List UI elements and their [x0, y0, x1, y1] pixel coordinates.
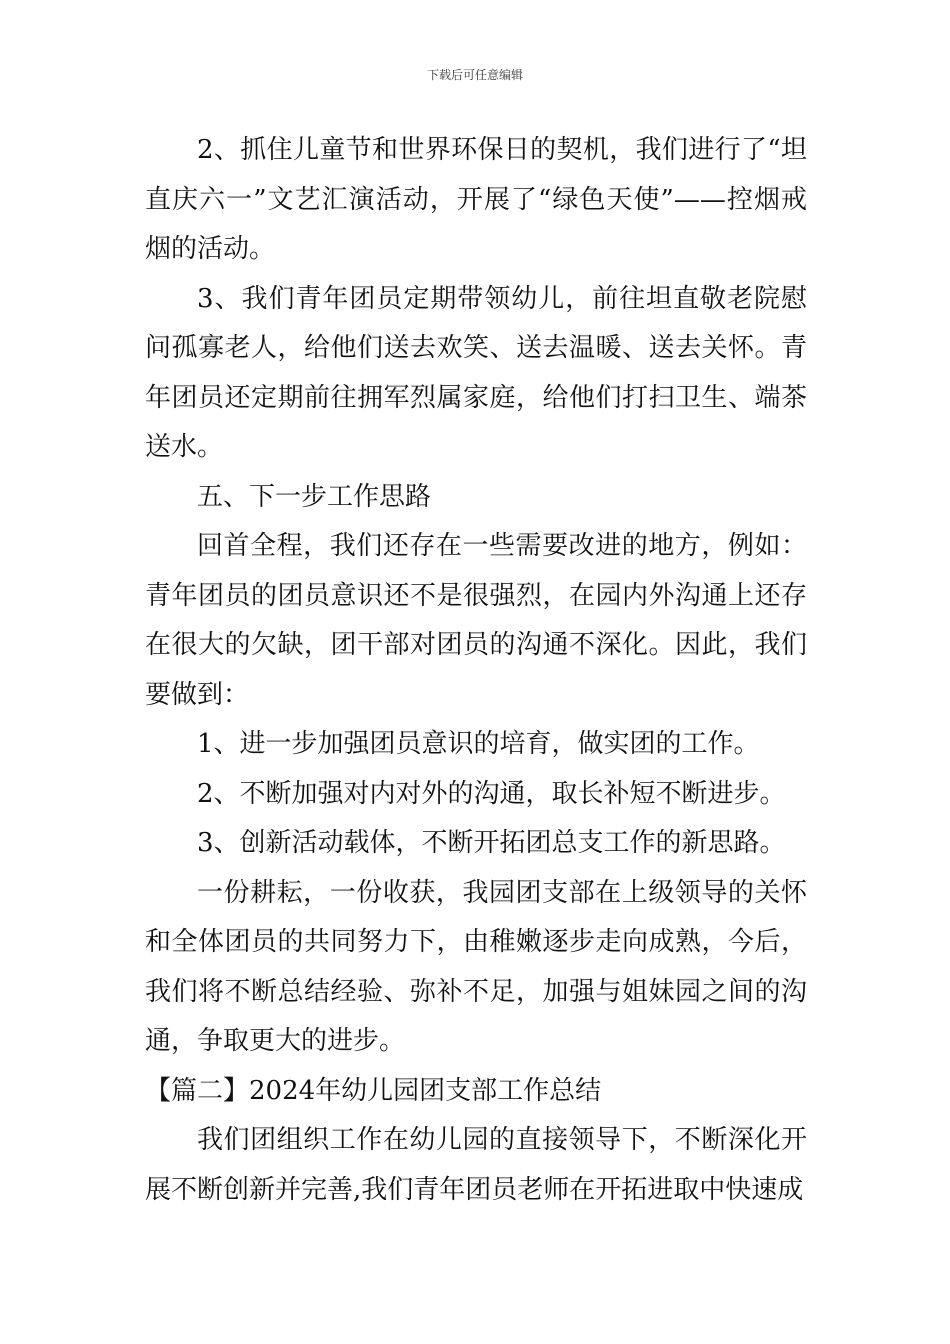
list-item-1: 1、进一步加强团员意识的培育，做实团的工作。 — [197, 729, 760, 759]
paragraph-activity-3: 3、我们青年团员定期带领幼儿，前往坦直敬老院慰问孤寡老人，给他们送去欢笑、送去温暖、送去关怀。青年团员还定期前往拥军烈属家庭，给他们打扫卫生、端茶送水。 — [145, 283, 807, 462]
paragraph-part-two-intro: 我们团组织工作在幼儿园的直接领导下，不断深化开展不断创新并完善,我们青年团员老师在开拓进取中快速成 — [145, 1125, 807, 1205]
paragraph-conclusion: 一份耕耘，一份收获，我园团支部在上级领导的关怀和全体团员的共同努力下，由稚嫩逐步走向成熟，今后，我们将不断总结经验、弥补不足，加强与姐妹园之间的沟通，争取更大的进步。 — [145, 877, 807, 1056]
document-body — [145, 126, 807, 1215]
article-title-part-two: 【篇二】2024年幼儿园团支部工作总结 — [145, 1075, 602, 1106]
list-item-2: 2、不断加强对内对外的沟通，取长补短不断进步。 — [197, 778, 786, 809]
section-heading-next-steps: 五、下一步工作思路 — [197, 481, 432, 512]
paragraph-review: 回首全程，我们还存在一些需要改进的地方，例如：青年团员的团员意识还不是很强烈，在园内外沟通上还存在很大的欠缺，团干部对团员的沟通不深化。因此，我们要做到： — [145, 531, 807, 710]
header-note: 下载后可任意编辑 — [426, 68, 523, 82]
list-item-3: 3、创新活动载体，不断开拓团总支工作的新思路。 — [197, 828, 786, 858]
paragraph-activity-2: 2、抓住儿童节和世界环保日的契机，我们进行了“坦直庆六一”文艺汇演活动，开展了“绿色天使”——控烟戒烟的活动。 — [145, 135, 807, 264]
